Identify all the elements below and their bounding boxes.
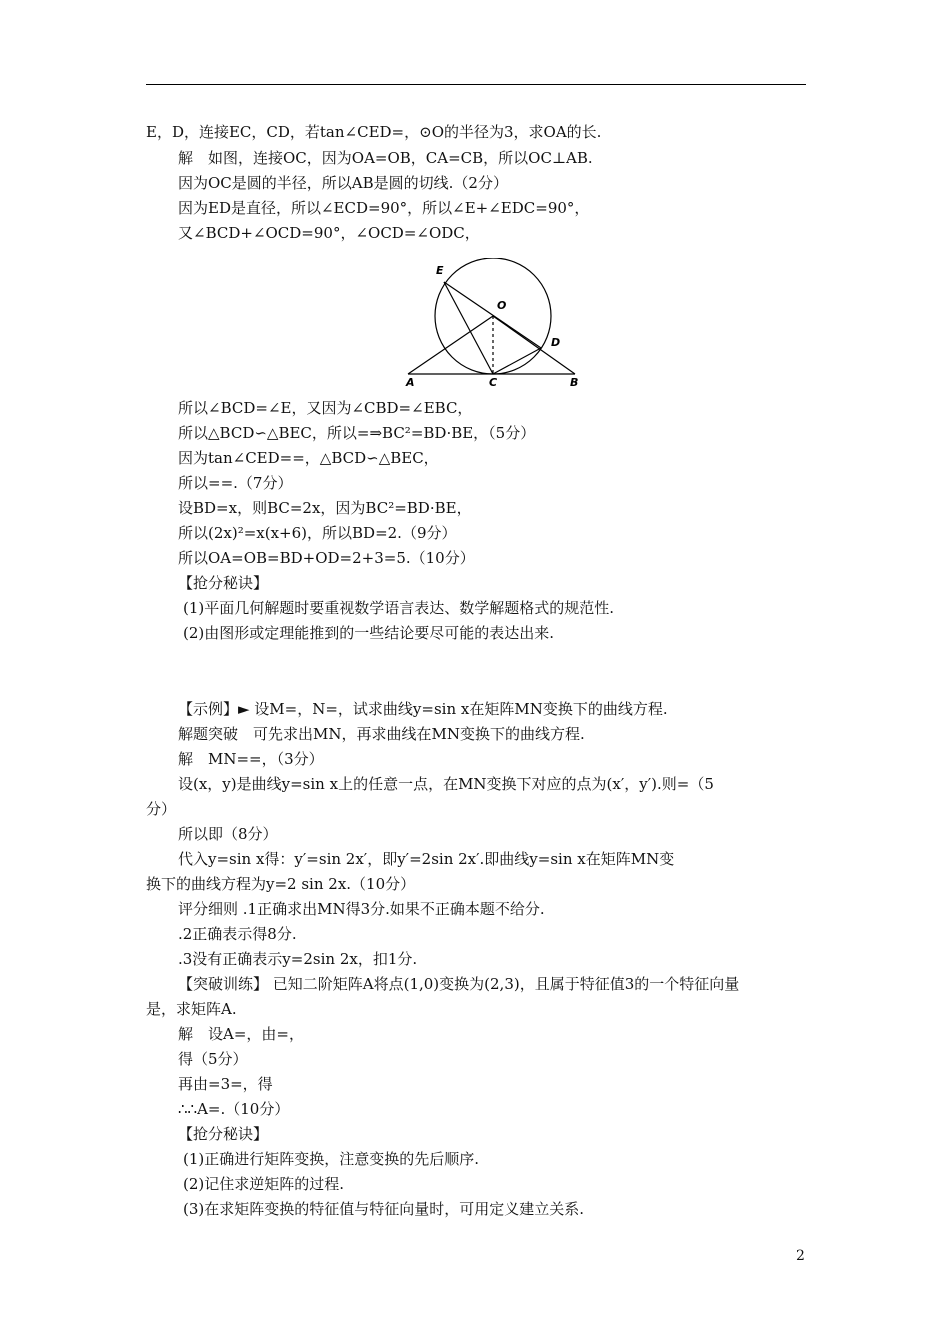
diameter-ed (444, 282, 541, 348)
solution-line: 解 MN==，（3分） (178, 750, 324, 768)
tip-item: (1)正确进行矩阵变换，注意变换的先后顺序. (183, 1150, 480, 1168)
solution-line: 因为ED是直径，所以∠ECD=90°，所以∠E+∠EDC=90°， (178, 199, 590, 217)
tip-item: (2)由图形或定理能推到的一些结论要尽可能的表达出来. (183, 624, 555, 642)
solution-line: 所以OA=OB=BD+OD=2+3=5.（10分） (178, 549, 475, 567)
tip-item: (3)在求矩阵变换的特征值与特征向量时，可用定义建立关系. (183, 1200, 585, 1218)
solution-line: 又∠BCD+∠OCD=90°，∠OCD=∠ODC， (178, 224, 480, 242)
solution-line: 解题突破 可先求出MN，再求曲线在MN变换下的曲线方程. (178, 725, 585, 743)
tips-heading: 【抢分秘诀】 (178, 1125, 269, 1143)
label-a: A (406, 376, 415, 388)
problem-text: E，D，连接EC，CD，若tan∠CED=，⊙O的半径为3，求OA的长. (146, 123, 602, 141)
solution-line: 代入y=sin x得：y′=sin 2x′，即y′=2sin 2x′.即曲线y=sin x在矩阵MN变 (178, 850, 675, 868)
header-rule (146, 84, 806, 85)
solution-line: 换下的曲线方程为y=2 sin 2x.（10分） (146, 875, 416, 893)
solution-line: 所以∠BCD=∠E，又因为∠CBD=∠EBC， (178, 399, 473, 417)
label-e: E (436, 264, 444, 277)
solution-line: 得（5分） (178, 1050, 248, 1068)
line-ec (444, 282, 493, 374)
solution-line: 设(x，y)是曲线y=sin x上的任意一点，在MN变换下对应的点为(x′，y′).则=（5 (178, 775, 714, 793)
tip-item: (2)记住求逆矩阵的过程. (183, 1175, 345, 1193)
geometry-figure (400, 258, 590, 388)
tip-item: (1)平面几何解题时要重视数学语言表达、数学解题格式的规范性. (183, 599, 615, 617)
solution-line: 因为tan∠CED==，△BCD∽△BEC， (178, 449, 439, 467)
tips-heading: 【抢分秘诀】 (178, 574, 269, 592)
solution-line: 解 设A=，由=， (178, 1025, 304, 1043)
line-ao (408, 316, 493, 374)
label-c: C (489, 376, 498, 388)
example-heading: 【示例】► 设M=，N=，试求曲线y=sin x在矩阵MN变换下的曲线方程. (178, 700, 668, 718)
label-d: D (551, 336, 561, 349)
solution-line: 分） (146, 800, 177, 818)
grading-line: .3没有正确表示y=2sin 2x，扣1分. (178, 950, 418, 968)
solution-line: 因为OC是圆的半径，所以AB是圆的切线.（2分） (178, 174, 508, 192)
solution-line: 所以即（8分） (178, 825, 278, 843)
solution-line: 解 如图，连接OC，因为OA=OB，CA=CB，所以OC⊥AB. (178, 149, 593, 167)
label-o: O (497, 299, 507, 312)
training-heading: 【突破训练】 已知二阶矩阵A将点(1,0)变换为(2,3)，且属于特征值3的一个特征向量 (178, 975, 740, 993)
solution-line: 所以==.（7分） (178, 474, 293, 492)
grading-line: 评分细则 .1正确求出MN得3分.如果不正确本题不给分. (178, 900, 545, 918)
label-b: B (570, 376, 579, 388)
solution-line: 再由=3=，得 (178, 1075, 273, 1093)
line-ob (493, 316, 575, 374)
problem-text: 是，求矩阵A. (146, 1000, 237, 1018)
solution-line: 所以△BCD∽△BEC，所以=⇒BC²=BD·BE，（5分） (178, 424, 536, 442)
solution-line: ∴∴A=.（10分） (178, 1100, 290, 1118)
grading-line: .2正确表示得8分. (178, 925, 297, 943)
solution-line: 所以(2x)²=x(x+6)，所以BD=2.（9分） (178, 524, 457, 542)
page-number: 2 (796, 1248, 805, 1264)
line-cd (493, 348, 541, 374)
solution-line: 设BD=x，则BC=2x，因为BC²=BD·BE， (178, 499, 472, 517)
